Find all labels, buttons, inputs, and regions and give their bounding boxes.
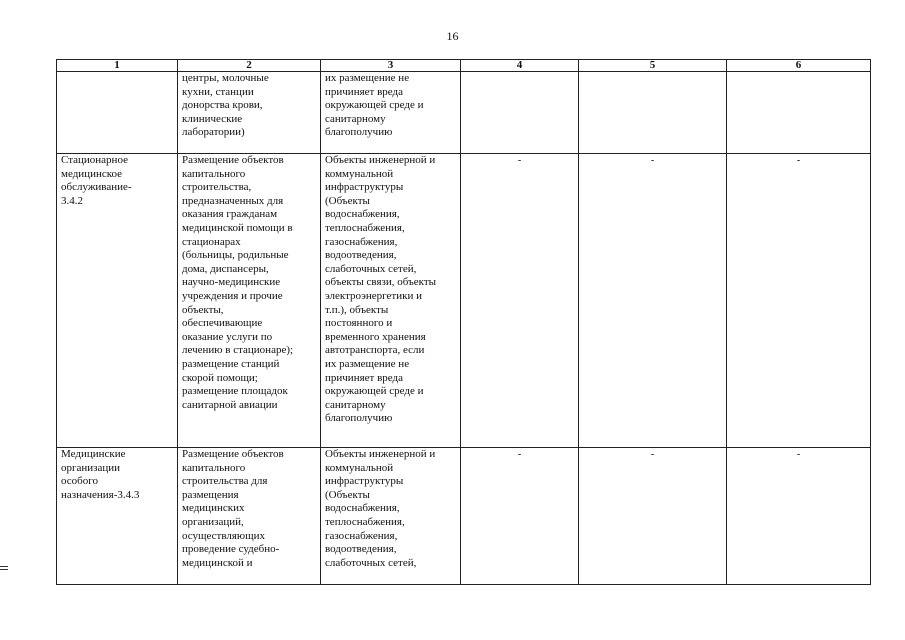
column-4-cell xyxy=(461,154,579,448)
column-4-value: - xyxy=(517,155,522,166)
column-6-cell xyxy=(727,448,871,585)
column-header-4: 4 xyxy=(461,60,579,72)
auxiliary-use-cell xyxy=(321,448,461,585)
auxiliary-use-cell xyxy=(321,72,461,154)
column-header-2: 2 xyxy=(178,60,321,72)
column-6-cell xyxy=(727,72,871,154)
scan-margin-mark xyxy=(0,566,8,573)
column-6-value: - xyxy=(796,155,801,166)
auxiliary-use-text: Объекты инженерной и коммунальной инфраструктуры (Объекты водоснабжения, теплоснабжения, газоснабжения, водоотведения, слаботочных сетей, объекты связи, объекты электроэнергетики и т.п.), объекты постоянного и временного хранения автотранспорта, если их размещение не причиняет вреда окружающей среде и санитарному благополучию xyxy=(325,154,437,425)
use-type-text: Медицинские организации особого назначения-3.4.3 xyxy=(61,448,140,501)
use-description-text: центры, молочные кухни, станции донорства крови, клинические лаборатории) xyxy=(182,72,269,139)
page-number: 16 xyxy=(446,29,459,43)
column-header-6: 6 xyxy=(727,60,871,72)
table-row xyxy=(57,154,871,448)
column-6-cell xyxy=(727,154,871,448)
use-description-text: Размещение объектов капитального строительства для размещения медицинских организаций, осуществляющих проведение судебно- медицинской и xyxy=(182,448,284,569)
use-description-text: Размещение объектов капитального строительства, предназначенных для оказания гражданам медицинской помощи в стационарах (больницы, родильные дома, диспансеры, научно-медицинские учреждения и прочие объекты, обеспечивающие оказание услуги по лечению в стационаре); размещение станций скорой помощи; размещение площадок санитарной авиации xyxy=(182,154,294,411)
auxiliary-use-cell xyxy=(321,154,461,448)
auxiliary-use-text: Объекты инженерной и коммунальной инфраструктуры (Объекты водоснабжения, теплоснабжения, газоснабжения, водоотведения, слаботочных сетей, xyxy=(325,448,436,569)
column-header-5: 5 xyxy=(579,60,727,72)
table-row xyxy=(57,448,871,585)
use-type-cell xyxy=(57,448,178,585)
column-header-1: 1 xyxy=(57,60,178,72)
column-4-value: - xyxy=(517,449,522,460)
use-description-cell xyxy=(178,154,321,448)
column-5-cell xyxy=(579,448,727,585)
use-description-cell xyxy=(178,448,321,585)
table-row xyxy=(57,72,871,154)
column-header-3: 3 xyxy=(321,60,461,72)
column-5-value: - xyxy=(650,155,655,166)
use-type-text: Стационарное медицинское обслуживание- 3.4.2 xyxy=(61,154,132,207)
column-4-cell xyxy=(461,72,579,154)
column-6-value: - xyxy=(796,449,801,460)
scan-mark-line xyxy=(0,566,8,567)
use-type-cell xyxy=(57,154,178,448)
column-5-value: - xyxy=(650,449,655,460)
column-5-cell xyxy=(579,154,727,448)
table-header-row xyxy=(57,60,871,72)
permitted-use-table xyxy=(56,59,871,585)
column-5-cell xyxy=(579,72,727,154)
auxiliary-use-text: их размещение не причиняет вреда окружающей среде и санитарному благополучию xyxy=(325,72,424,139)
scan-mark-line xyxy=(0,569,8,570)
use-type-cell xyxy=(57,72,178,154)
column-4-cell xyxy=(461,448,579,585)
use-description-cell xyxy=(178,72,321,154)
